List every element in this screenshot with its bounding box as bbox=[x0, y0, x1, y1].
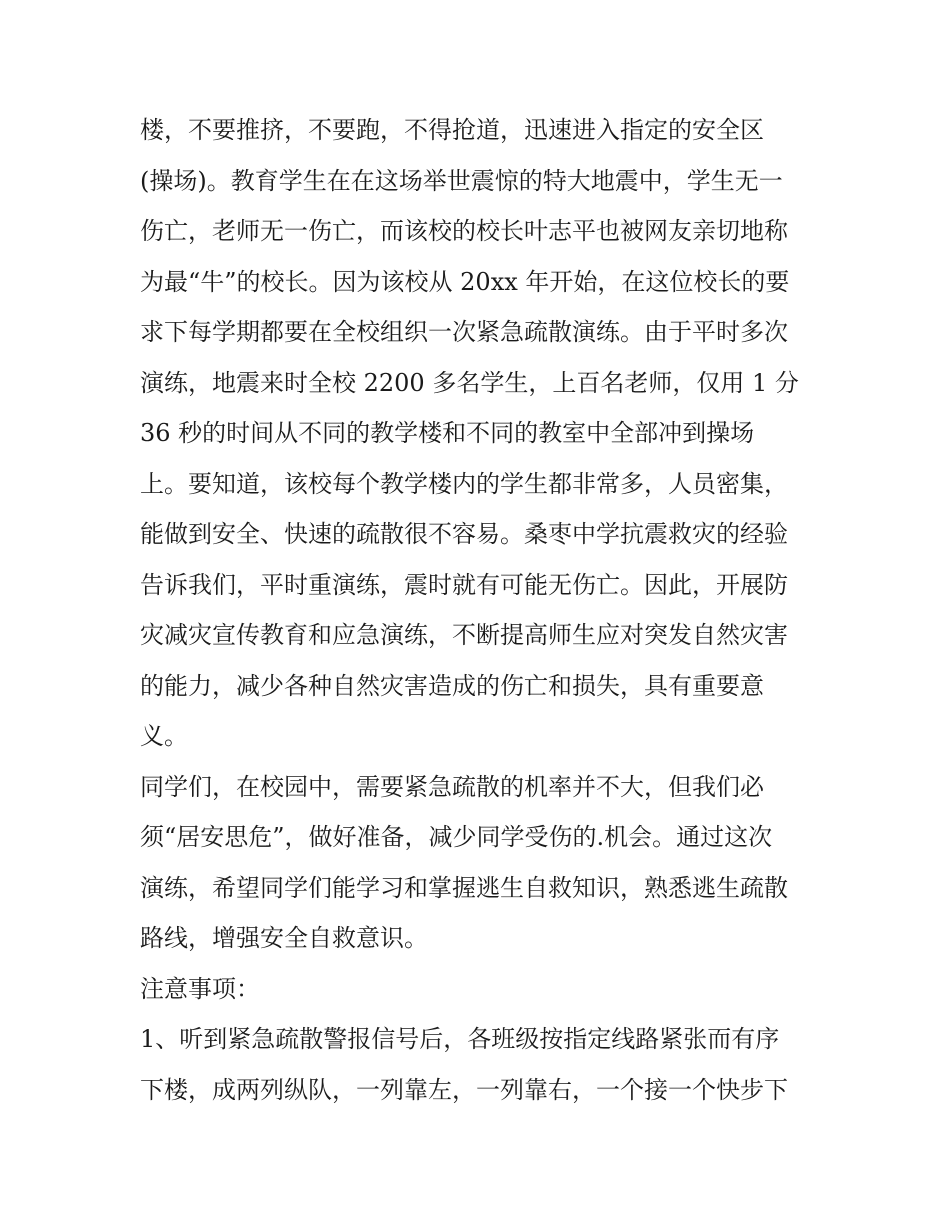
text-line-2: (操场)。教育学生在在这场举世震惊的特大地震中，学生无一 bbox=[140, 167, 783, 195]
text-line-10: 告诉我们，平时重演练，震时就有可能无伤亡。因此，开展防 bbox=[140, 571, 788, 599]
text-line-7: 36 秒的时间从不同的教学楼和不同的教室中全部冲到操场 bbox=[140, 419, 755, 447]
text-line-4: 为最“牛”的校长。因为该校从 20xx 年开始，在这位校长的要 bbox=[140, 268, 790, 296]
text-line-8: 上。要知道，该校每个教学楼内的学生都非常多，人员密集， bbox=[140, 470, 788, 498]
text-line-19: 1、听到紧急疏散警报信号后，各班级按指定线路紧张而有序 bbox=[140, 1025, 780, 1053]
text-line-11: 灾减灾宣传教育和应急演练，不断提高师生应对突发自然灾害 bbox=[140, 621, 788, 649]
text-line-15: 须“居安思危”，做好准备，减少同学受伤的.机会。通过这次 bbox=[140, 823, 773, 851]
section-heading: 注意事项： bbox=[140, 975, 260, 1003]
text-line-9: 能做到安全、快速的疏散很不容易。桑枣中学抗震救灾的经验 bbox=[140, 520, 788, 548]
text-line-6: 演练，地震来时全校 2200 多名学生，上百名老师，仅用 1 分 bbox=[140, 369, 799, 397]
text-line-17: 路线，增强安全自救意识。 bbox=[140, 924, 428, 952]
text-line-16: 演练，希望同学们能学习和掌握逃生自救知识，熟悉逃生疏散 bbox=[140, 874, 788, 902]
text-line-1: 楼，不要推挤，不要跑，不得抢道，迅速进入指定的安全区 bbox=[140, 116, 764, 144]
text-line-5: 求下每学期都要在全校组织一次紧急疏散演练。由于平时多次 bbox=[140, 318, 788, 346]
text-line-20: 下楼，成两列纵队，一列靠左，一列靠右，一个接一个快步下 bbox=[140, 1076, 788, 1104]
text-line-3: 伤亡，老师无一伤亡，而该校的校长叶志平也被网友亲切地称 bbox=[140, 217, 788, 245]
text-line-14: 同学们，在校园中，需要紧急疏散的机率并不大，但我们必 bbox=[140, 773, 764, 801]
text-line-12: 的能力，减少各种自然灾害造成的伤亡和损失，具有重要意 bbox=[140, 672, 764, 700]
text-line-13: 义。 bbox=[140, 722, 188, 750]
